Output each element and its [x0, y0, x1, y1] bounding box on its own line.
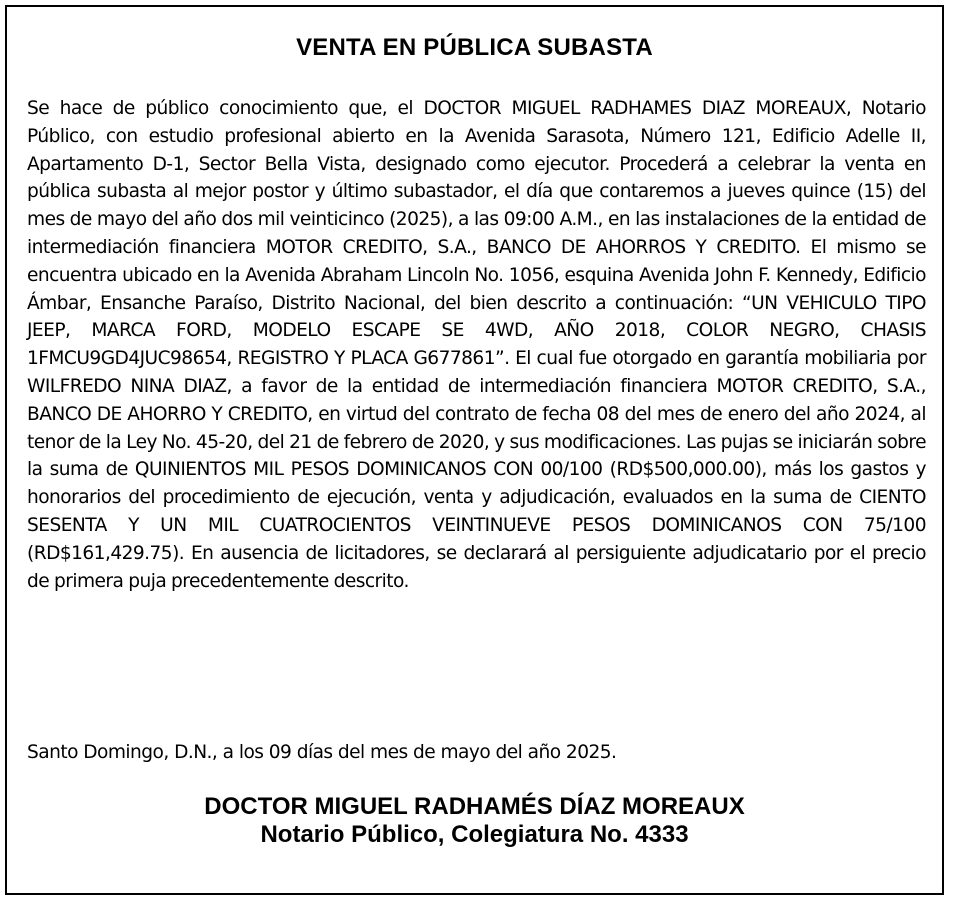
notice-dateline: Santo Domingo, D.N., a los 09 días del mes de mayo del año 2025.: [27, 742, 617, 763]
signature-name: DOCTOR MIGUEL RADHAMÉS DÍAZ MOREAUX: [204, 793, 745, 820]
signature-role: Notario Público, Colegiatura No. 4333: [260, 821, 689, 848]
notice-frame: [5, 5, 944, 895]
notice-body: Se hace de público conocimiento que, el DOCTOR MIGUEL RADHAMES DIAZ MOREAUX, Notario Público, con estudio profesional abierto en la Avenida Sarasota, Número 121, Edificio Adelle II, Apartamento D-1, Sector Bella Vista, designado como ejecutor. Procederá a celebrar la venta en pública subasta al mejor postor y último subastador, el día que contaremos a jueves quince (15) del mes de mayo del año dos mil veinticinco (2025), a las 09:00 A.M., en las instalaciones de la entidad de intermediación financiera MOTOR CREDITO, S.A., BANCO DE AHORROS Y CREDITO. El mismo se encuentra ubicado en la Avenida Abraham Lincoln No. 1056, esquina Avenida John F. Kennedy, Edificio Ámbar, Ensanche Paraíso, Distrito Nacional, del bien descrito a continuación: “UN VEHICULO TIPO JEEP, MARCA FORD, MODELO ESCAPE SE 4WD, AÑO 2018, COLOR NEGRO, CHASIS 1FMCU9GD4JUC98654, REGISTRO Y PLACA G677861”. El cual fue otorgado en garantía mobiliaria por WILFREDO NINA DIAZ, a favor de la entidad de intermediación financiera MOTOR CREDITO, S.A., BANCO DE AHORRO Y CREDITO, en virtud del contrato de fecha 08 del mes de enero del año 2024, al tenor de la Ley No. 45-20, del 21 de febrero de 2020, y sus modificaciones. Las pujas se iniciarán sobre la suma de QUINIENTOS MIL PESOS DOMINICANOS CON 00/100 (RD$500,000.00), más los gastos y honorarios del procedimiento de ejecución, venta y adjudicación, evaluados en la suma de CIENTO SESENTA Y UN MIL CUATROCIENTOS VEINTINUEVE PESOS DOMINICANOS CON 75/100 (RD$161,429.75). En ausencia de licitadores, se declarará al persiguiente adjudicatario por el precio de primera puja precedentemente descrito.: [27, 98, 926, 592]
notice-title: VENTA EN PÚBLICA SUBASTA: [296, 34, 653, 61]
